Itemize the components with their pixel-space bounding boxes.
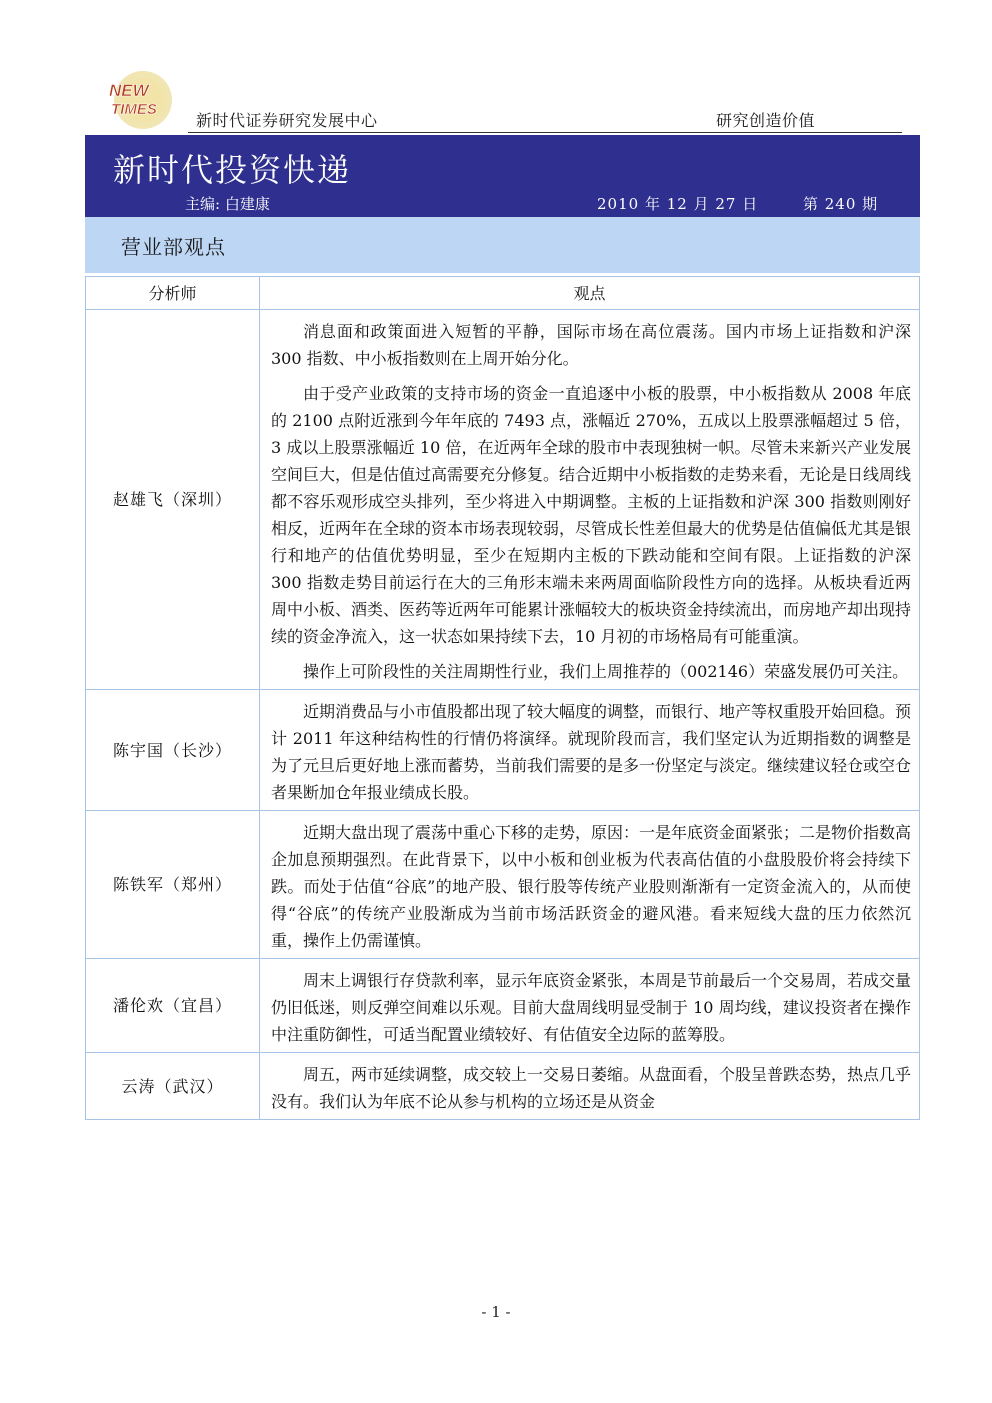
- analyst-name: 陈宇国（长沙）: [86, 690, 260, 811]
- table-header-row: [86, 277, 920, 310]
- view-text: [260, 1053, 920, 1120]
- view-text: [260, 811, 920, 959]
- org-name: 新时代证券研究发展中心: [196, 111, 378, 130]
- svg-text:NEW: NEW: [109, 81, 149, 100]
- svg-text:TIMES: TIMES: [111, 101, 157, 118]
- view-paragraph: 周末上调银行存贷款利率，显示年底资金紧张，本周是节前最后一个交易周，若成交量仍旧低迷，则反弹空间难以乐观。目前大盘周线明显受制于 10 周均线，建议投资者在操作中注重防御性，可适当配置业绩较好、有估值安全边际的蓝筹股。: [271, 971, 912, 1044]
- table-row: [86, 1053, 920, 1120]
- analyst-name: 赵雄飞（深圳）: [86, 310, 260, 690]
- slogan: 研究创造价值: [716, 111, 816, 130]
- table-row: [86, 959, 920, 1053]
- editor-line: 主编: 白建康: [185, 195, 270, 213]
- title-banner: [85, 135, 920, 217]
- view-text: [260, 690, 920, 811]
- table-row: [86, 811, 920, 959]
- analyst-name: 陈铁军（郑州）: [86, 811, 260, 959]
- issue-number: 第 240 期: [803, 195, 879, 213]
- table-row: [86, 310, 920, 690]
- analyst-views-table: [85, 276, 920, 1120]
- header-analyst: 分析师: [86, 277, 260, 310]
- section-title: 营业部观点: [121, 235, 226, 259]
- table-row: [86, 690, 920, 811]
- analyst-name: 云涛（武汉）: [86, 1053, 260, 1120]
- view-text: [260, 310, 920, 690]
- page-number: - 1 -: [481, 1303, 511, 1321]
- view-paragraph: 消息面和政策面进入短暂的平静，国际市场在高位震荡。国内市场上证指数和沪深 300 指数、中小板指数则在上周开始分化。: [271, 322, 911, 368]
- view-paragraph: 操作上可阶段性的关注周期性行业，我们上周推荐的（002146）荣盛发展仍可关注。: [303, 662, 909, 681]
- issue-date: 2010 年 12 月 27 日: [597, 195, 759, 213]
- newsletter-title: 新时代投资快递: [113, 151, 352, 189]
- section-header: [85, 217, 920, 273]
- view-text: [260, 959, 920, 1053]
- view-paragraph: 由于受产业政策的支持市场的资金一直追逐中小板的股票，中小板指数从 2008 年底的 2100 点附近涨到今年年底的 7493 点，涨幅近 270%，五成以上股票涨幅超过 5 倍，3 成以上股票涨幅近 10 倍，在近两年全球的股市中表现独树一帜。尽管未来新兴产业发展空间巨大，但是估值过高需要充分修复。结合近期中小板指数的走势来看，无论是日线周线都不容乐观形成空头排列，至少将进入中期调整。主板的上证指数和沪深 300 指数则刚好相反，近两年在全球的资本市场表现较弱，尽管成长性差但最大的优势是估值偏低尤其是银行和地产的估值优势明显，至少在短期内主板的下跌动能和空间有限。上证指数的沪深 300 指数走势目前运行在大的三角形末端未来两周面临阶段性方向的选择。从板块看近两周中小板、酒类、医药等近两年可能累计涨幅较大的板块资金持续流出，而房地产却出现持续的资金净流入，这一状态如果持续下去，10 月初的市场格局有可能重演。: [271, 384, 912, 646]
- header-view: 观点: [260, 277, 920, 310]
- view-paragraph: 周五，两市延续调整，成交较上一交易日萎缩。从盘面看，个股呈普跌态势，热点几乎没有。我们认为年底不论从参与机构的立场还是从资金: [271, 1065, 912, 1111]
- view-paragraph: 近期消费品与小市值股都出现了较大幅度的调整，而银行、地产等权重股开始回稳。预计 2011 年这种结构性的行情仍将演绎。就现阶段而言，我们坚定认为近期指数的调整是为了元旦后更好地上涨而蓄势，当前我们需要的是多一份坚定与淡定。继续建议轻仓或空仓者果断加仓年报业绩成长股。: [271, 702, 912, 802]
- new-times-logo: [103, 68, 183, 132]
- header-divider: [188, 132, 902, 133]
- analyst-name: 潘伦欢（宜昌）: [86, 959, 260, 1053]
- view-paragraph: 近期大盘出现了震荡中重心下移的走势，原因：一是年底资金面紧张；二是物价指数高企加息预期强烈。在此背景下，以中小板和创业板为代表高估值的小盘股股价将会持续下跌。而处于估值“谷底”的地产股、银行股等传统产业股则渐渐有一定资金流入的，从而使得“谷底”的传统产业股渐成为当前市场活跃资金的避风港。看来短线大盘的压力依然沉重，操作上仍需谨慎。: [271, 823, 912, 950]
